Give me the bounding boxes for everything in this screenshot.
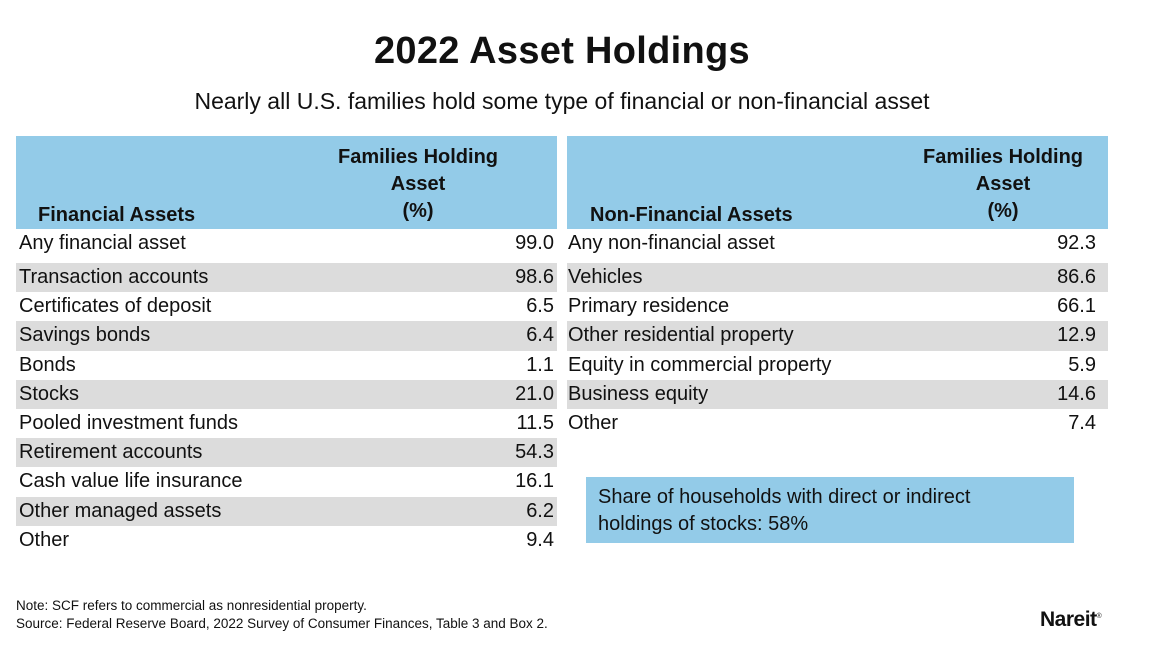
row-label: Bonds (19, 353, 76, 376)
table-row (16, 263, 557, 292)
row-label: Retirement accounts (19, 441, 203, 464)
table-row (16, 438, 557, 467)
families-holding-header (908, 144, 1098, 225)
row-value: 16.1 (515, 470, 554, 493)
note-text: Note: SCF refers to commercial as nonresidential property. (16, 598, 367, 613)
registered-mark: ® (1096, 613, 1102, 620)
row-value: 99.0 (515, 231, 554, 254)
row-label: Primary residence (568, 295, 730, 318)
financial-table-header (16, 136, 557, 229)
non-financial-rows (567, 229, 1108, 438)
source-text: Source: Federal Reserve Board, 2022 Survey of Consumer Finances, Table 3 and Box 2. (16, 616, 548, 631)
row-label: Equity in commercial property (568, 353, 832, 376)
row-label: Other residential property (568, 324, 794, 347)
table-row (16, 409, 557, 438)
logo-text: Nareit (1040, 608, 1097, 631)
table-row (16, 380, 557, 409)
table-row (16, 467, 557, 496)
table-row (16, 351, 557, 380)
nareit-logo (1040, 608, 1101, 632)
row-value: 14.6 (1057, 382, 1096, 405)
table-row (567, 229, 1108, 257)
callout-line: Share of households with direct or indirect (598, 486, 971, 508)
row-value: 11.5 (516, 412, 554, 435)
row-label: Savings bonds (19, 324, 151, 347)
row-label: Cash value life insurance (19, 470, 243, 493)
row-label: Other (568, 412, 619, 435)
row-value: 12.9 (1057, 324, 1096, 347)
row-value: 6.2 (526, 499, 554, 522)
table-row (567, 292, 1108, 321)
row-value: 54.3 (515, 441, 554, 464)
page-subtitle: Nearly all U.S. families hold some type of financial or non-financial asset (194, 88, 930, 114)
row-value: 92.3 (1057, 231, 1096, 254)
header-line: (%) (402, 200, 434, 222)
row-label: Business equity (568, 382, 709, 405)
row-value: 7.4 (1068, 412, 1096, 435)
header-line: Families Holding (337, 146, 499, 168)
financial-assets-column-label: Financial Assets (38, 204, 196, 226)
row-label: Vehicles (568, 266, 643, 289)
row-label: Pooled investment funds (19, 412, 239, 435)
row-value: 5.9 (1068, 353, 1096, 376)
row-label: Transaction accounts (19, 266, 209, 289)
row-label: Any financial asset (19, 231, 186, 254)
table-row (567, 409, 1108, 438)
row-label: Any non-financial asset (568, 231, 775, 254)
row-value: 21.0 (515, 382, 554, 405)
table-row (567, 263, 1108, 292)
row-value: 66.1 (1057, 295, 1096, 318)
row-value: 86.6 (1057, 266, 1096, 289)
header-line: Asset (975, 173, 1031, 195)
row-value: 98.6 (515, 266, 554, 289)
table-row (16, 321, 557, 350)
table-row (567, 380, 1108, 409)
row-value: 1.1 (526, 353, 554, 376)
stock-holdings-callout (586, 477, 1074, 543)
table-row (16, 526, 557, 555)
row-label: Other (19, 528, 70, 551)
row-label: Stocks (19, 382, 80, 405)
financial-rows (16, 229, 557, 555)
row-label: Certificates of deposit (19, 295, 212, 318)
header-line: Asset (390, 173, 446, 195)
table-row (567, 351, 1108, 380)
callout-line: holdings of stocks: 58% (598, 513, 809, 535)
table-row (16, 292, 557, 321)
row-value: 9.4 (526, 528, 554, 551)
footnote (16, 597, 548, 633)
row-value: 6.5 (526, 295, 554, 318)
families-holding-header (323, 144, 513, 225)
non-financial-table-header (567, 136, 1108, 229)
table-row (16, 497, 557, 526)
header-line: (%) (987, 200, 1019, 222)
header-line: Families Holding (922, 146, 1084, 168)
financial-assets-table (16, 136, 557, 555)
row-label: Other managed assets (19, 499, 222, 522)
table-row (16, 229, 557, 257)
non-financial-assets-table (567, 136, 1108, 438)
row-value: 6.4 (526, 324, 554, 347)
page-title: 2022 Asset Holdings (374, 30, 750, 72)
table-row (567, 321, 1108, 350)
non-financial-assets-column-label: Non-Financial Assets (590, 204, 793, 226)
